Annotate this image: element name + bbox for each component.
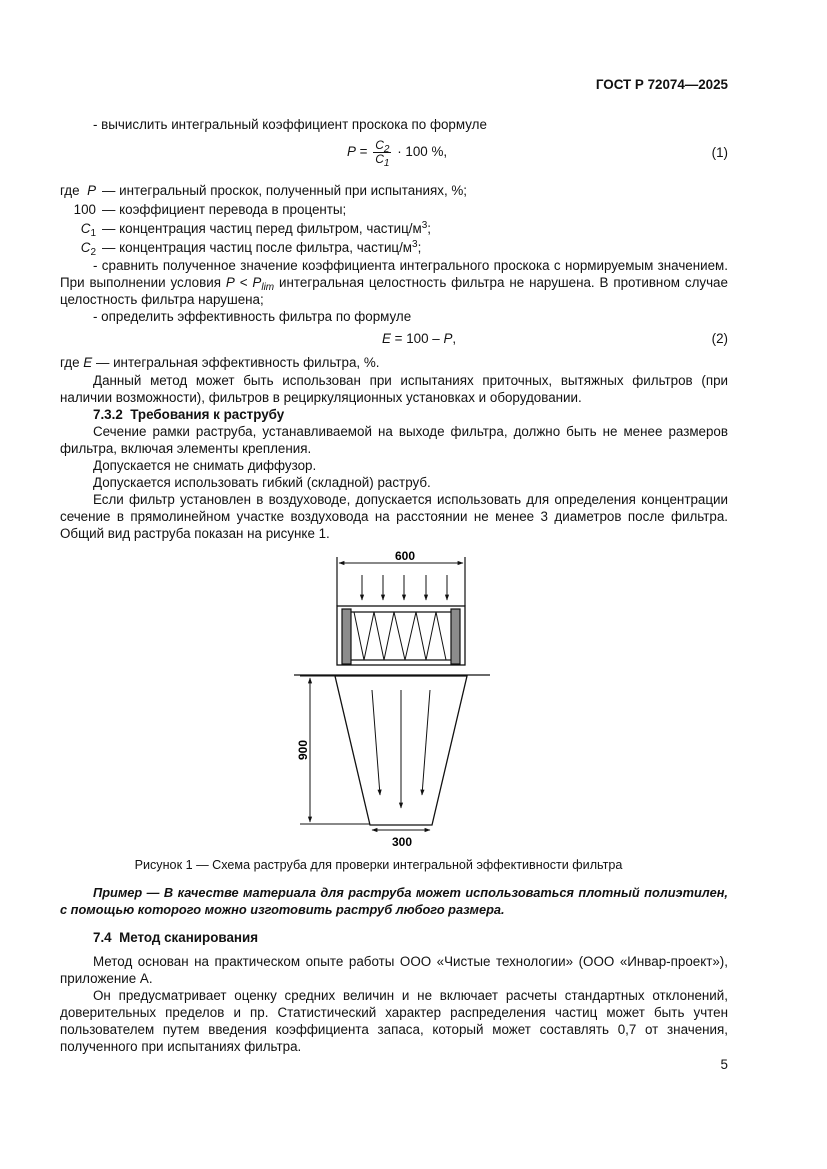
filter-housing — [337, 606, 465, 665]
paragraph-method-usage: Данный метод может быть использован при испытаниях приточных, вытяжных фильтров (при наличии возможности), фильтров в рециркуляционных установках и оборудовании. — [60, 373, 728, 405]
section-heading-7-3-2: 7.3.2 Требования к раструбу — [93, 407, 285, 422]
figure-1-diagram — [290, 545, 500, 850]
paragraph-compare: - сравнить полученное значение коэффициента интегрального проскока с нормируемым значением. При выполнении условия $P < P_{lim}$ интегральная целостность фильтра не нарушена. В противном случае целостность фильтра нарушена; — [60, 258, 728, 307]
legend-symbol-p: P — [87, 183, 96, 198]
formula-1-denominator: $C_1$ — [375, 151, 390, 169]
section-heading-7-4: 7.4 Метод сканирования — [93, 930, 259, 945]
paragraph-scan-estimates: Он предусматривает оценку средних величин и не включает расчеты стандартных отклонений, доверительных пределов и пр. Статистический характер распределения частиц может быть учтен пользователем путем введения коэффициента запаса, который может составлять 0,7 от значения, полученного при испытаниях фильтра. — [60, 988, 728, 1054]
legend-symbol-c1: $C_1$ — [80, 221, 96, 239]
formula-1-fraction — [373, 137, 391, 169]
outflow-arrow — [372, 690, 380, 795]
paragraph-diffuser: Допускается не снимать диффузор. — [93, 458, 317, 473]
formula-1-eq: = — [359, 144, 368, 159]
dim-bottom-label: 300 — [391, 835, 413, 849]
formula-1-lhs: P — [347, 144, 356, 159]
legend-symbol-100: 100 — [73, 202, 96, 217]
legend-symbol-c2: $C_2$ — [80, 240, 96, 258]
outflow-arrows — [372, 690, 430, 808]
filter-frame-left — [342, 609, 351, 664]
formula-1-rest: · 100 %, — [397, 144, 448, 159]
filter-frame-right — [451, 609, 460, 664]
paragraph-scan-basis: Метод основан на практическом опыте работы ООО «Чистые технологии» (ООО «Инвар-проект»), приложение А. — [60, 954, 728, 986]
paragraph-efficiency-intro: - определить эффективность фильтра по формуле — [93, 309, 412, 324]
figure-1-caption: Рисунок 1 — Схема раструба для проверки интегральной эффективности фильтра — [134, 858, 623, 872]
legend-text-100: — коэффициент перевода в проценты; — [102, 202, 347, 217]
outflow-arrow — [422, 690, 430, 795]
formula-2: E = 100 – P, — [382, 331, 457, 346]
formula-1-numerator: $C_2$ — [375, 137, 390, 155]
paragraph-calc-intro: - вычислить интегральный коэффициент проскока по формуле — [93, 117, 487, 132]
legend-text-c2: — концентрация частиц после фильтра, частиц/$м^3$; — [102, 239, 422, 255]
paragraph-duct: Если фильтр установлен в воздуховоде, допускается использовать для определения концентрации сечение в прямолинейном участке воздуховода на расстоянии не менее 3 диаметров после фильтра. Общий вид раструба показан на рисунке 1. — [60, 492, 728, 541]
inflow-arrows — [362, 575, 447, 600]
legend-lead: где — [60, 183, 80, 198]
formula-2-label: (2) — [711, 331, 728, 346]
formula-1 — [347, 135, 447, 169]
dim-top-label: 600 — [394, 549, 416, 563]
example-note: Пример — В качестве материала для раструба может использоваться плотный полиэтилен, с помощью которого можно изготовить раструб любого размера. — [60, 885, 728, 917]
filter-pleats — [354, 612, 446, 660]
formula-1-label: (1) — [711, 145, 728, 160]
page-number: 5 — [720, 1057, 728, 1072]
legend-text-p: — интегральный проскок, полученный при испытаниях, %; — [102, 183, 468, 198]
standard-designation: ГОСТ Р 72074—2025 — [595, 77, 728, 92]
paragraph-flexible: Допускается использовать гибкий (складной) раструб. — [93, 475, 431, 490]
legend-text-c1: — концентрация частиц перед фильтром, частиц/$м^3$; — [102, 220, 431, 236]
dim-left-label: 900 — [296, 739, 310, 761]
formula-2-legend: где E — интегральная эффективность фильтра, %. — [60, 355, 380, 370]
paragraph-frame-section: Сечение рамки раструба, устанавливаемой на выходе фильтра, должно быть не менее размеров фильтра, включая элементы крепления. — [60, 424, 728, 456]
